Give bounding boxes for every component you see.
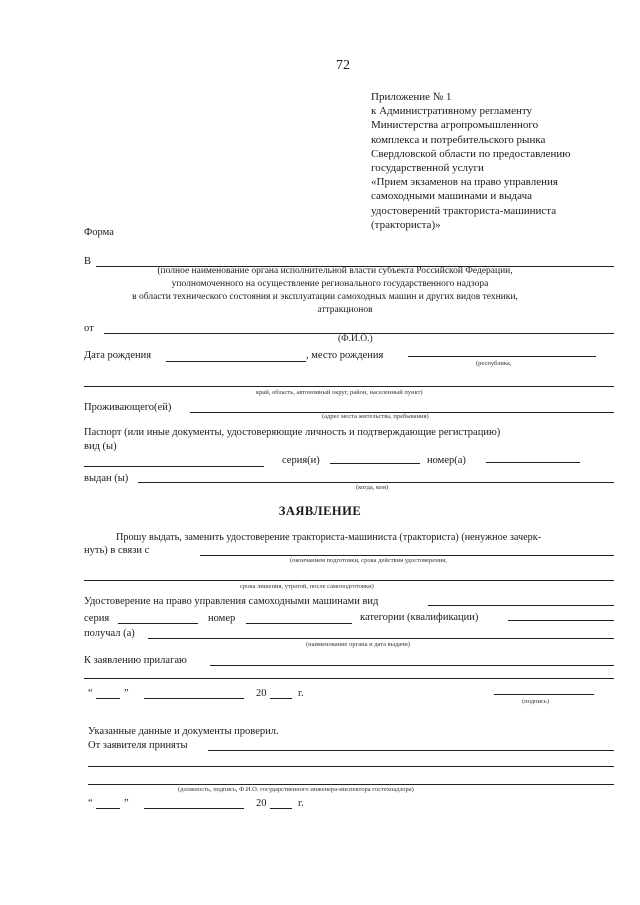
reason-field-2[interactable] bbox=[84, 580, 614, 581]
accepted-field-2[interactable] bbox=[88, 766, 614, 767]
month-field[interactable] bbox=[144, 698, 244, 699]
inspector-field[interactable] bbox=[88, 784, 614, 785]
accepted-label: От заявителя приняты bbox=[88, 740, 188, 751]
date2-quote-open: “ bbox=[88, 798, 93, 809]
birth-date-label: Дата рождения bbox=[84, 350, 152, 361]
region-caption: край, область, автономный округ, район, населенный пункт) bbox=[256, 389, 423, 396]
attached-label: К заявлению прилагаю bbox=[84, 655, 187, 666]
org-caption: в области технического состояния и эксплуатации самоходных машин и других видов техники, bbox=[132, 292, 518, 302]
republic-caption: (республика, bbox=[476, 360, 512, 367]
license-line: Удостоверение на право управления самоходными машинами вид bbox=[84, 596, 379, 607]
reason-field[interactable] bbox=[200, 555, 614, 556]
appendix-line: удостоверений тракториста-машиниста bbox=[371, 204, 557, 217]
year-field[interactable] bbox=[270, 698, 292, 699]
passport-number-label: номер(а) bbox=[427, 455, 466, 466]
org-caption: аттракционов bbox=[317, 305, 373, 315]
year2-prefix: 20 bbox=[256, 798, 267, 809]
received-caption: (наименование органа и дата выдачи) bbox=[306, 641, 410, 648]
passport-type-label: вид (ы) bbox=[84, 441, 117, 452]
signature-field[interactable] bbox=[494, 694, 594, 695]
fio-caption: (Ф.И.О.) bbox=[338, 334, 373, 344]
birth-region-field[interactable] bbox=[84, 386, 614, 387]
reason-caption: (окончанием подготовки, срока действия удостоверения, bbox=[290, 557, 447, 564]
received-field[interactable] bbox=[148, 638, 614, 639]
passport-line: Паспорт (или иные документы, удостоверяющие личность и подтверждающие регистрацию) bbox=[84, 427, 501, 438]
license-series-field[interactable] bbox=[118, 623, 198, 624]
attached-field[interactable] bbox=[210, 665, 614, 666]
appendix-line: государственной услуги bbox=[371, 162, 484, 175]
day-field[interactable] bbox=[96, 698, 120, 699]
appendix-line: к Административному регламенту bbox=[371, 105, 533, 118]
passport-series-label: серия(и) bbox=[282, 455, 320, 466]
birth-date-field[interactable] bbox=[166, 361, 306, 362]
birth-place-label: , место рождения bbox=[306, 350, 384, 361]
appendix-line: «Прием экзаменов на право управления bbox=[371, 176, 558, 189]
reason-caption: срока лишения, утратой, после самоподготовки) bbox=[240, 583, 374, 590]
org-caption: уполномоченного на осуществление регионального государственного надзора bbox=[171, 279, 489, 289]
year-prefix: 20 bbox=[256, 688, 267, 699]
appendix-line: комплекса и потребительского рынка bbox=[371, 133, 546, 146]
org-caption: (полное наименование органа исполнительной власти субъекта Российской Федерации, bbox=[157, 266, 513, 276]
form-label: Форма bbox=[84, 227, 114, 238]
issued-caption: (когда, кем) bbox=[356, 484, 389, 491]
license-number-label: номер bbox=[208, 613, 236, 624]
page-number: 72 bbox=[336, 58, 350, 73]
categories-field[interactable] bbox=[508, 620, 614, 621]
appendix-line: (тракториста)» bbox=[371, 218, 441, 231]
categories-label: категории (квалификации) bbox=[360, 612, 479, 623]
appendix-line: Министерства агропромышленного bbox=[371, 119, 539, 132]
year-suffix: г. bbox=[298, 688, 304, 699]
signature-caption: (подпись) bbox=[522, 698, 549, 705]
date-quote-open: “ bbox=[88, 688, 93, 699]
inspector-caption: (должность, подпись, Ф.И.О. государственного инженера-инспектора гостехнадзора) bbox=[178, 786, 414, 793]
appendix-line: самоходными машинами и выдача bbox=[371, 190, 532, 203]
passport-series-field[interactable] bbox=[330, 463, 420, 464]
residing-label: Проживающего(ей) bbox=[84, 402, 172, 413]
received-label: получал (а) bbox=[84, 628, 135, 639]
issued-label: выдан (ы) bbox=[84, 473, 129, 484]
appendix-block bbox=[371, 90, 631, 232]
appendix-line: Свердловской области по предоставлению bbox=[371, 147, 571, 160]
birth-place-field[interactable] bbox=[408, 356, 596, 357]
license-series-label: серия bbox=[84, 613, 110, 624]
license-number-field[interactable] bbox=[246, 623, 352, 624]
from-prefix: от bbox=[84, 323, 94, 334]
request-line: Прошу выдать, заменить удостоверение тракториста-машиниста (тракториста) (ненужное зачерк- bbox=[116, 532, 542, 543]
document-title: ЗАЯВЛЕНИЕ bbox=[278, 504, 362, 518]
request-line: нуть) в связи с bbox=[84, 545, 150, 556]
checked-line: Указанные данные и документы проверил. bbox=[88, 726, 279, 737]
to-prefix: В bbox=[84, 256, 92, 267]
passport-type-field[interactable] bbox=[84, 466, 264, 467]
appendix-line: Приложение № 1 bbox=[371, 91, 452, 103]
month2-field[interactable] bbox=[144, 808, 244, 809]
address-caption: (адрес места жительства, пребывания) bbox=[322, 413, 429, 420]
attached-field-2[interactable] bbox=[84, 678, 614, 679]
license-type-field[interactable] bbox=[428, 605, 614, 606]
date-quote-close: ” bbox=[124, 688, 129, 699]
passport-number-field[interactable] bbox=[486, 462, 580, 463]
year2-field[interactable] bbox=[270, 808, 292, 809]
year2-suffix: г. bbox=[298, 798, 304, 809]
day2-field[interactable] bbox=[96, 808, 120, 809]
accepted-field[interactable] bbox=[208, 750, 614, 751]
issued-field[interactable] bbox=[138, 482, 614, 483]
date2-quote-close: ” bbox=[124, 798, 129, 809]
